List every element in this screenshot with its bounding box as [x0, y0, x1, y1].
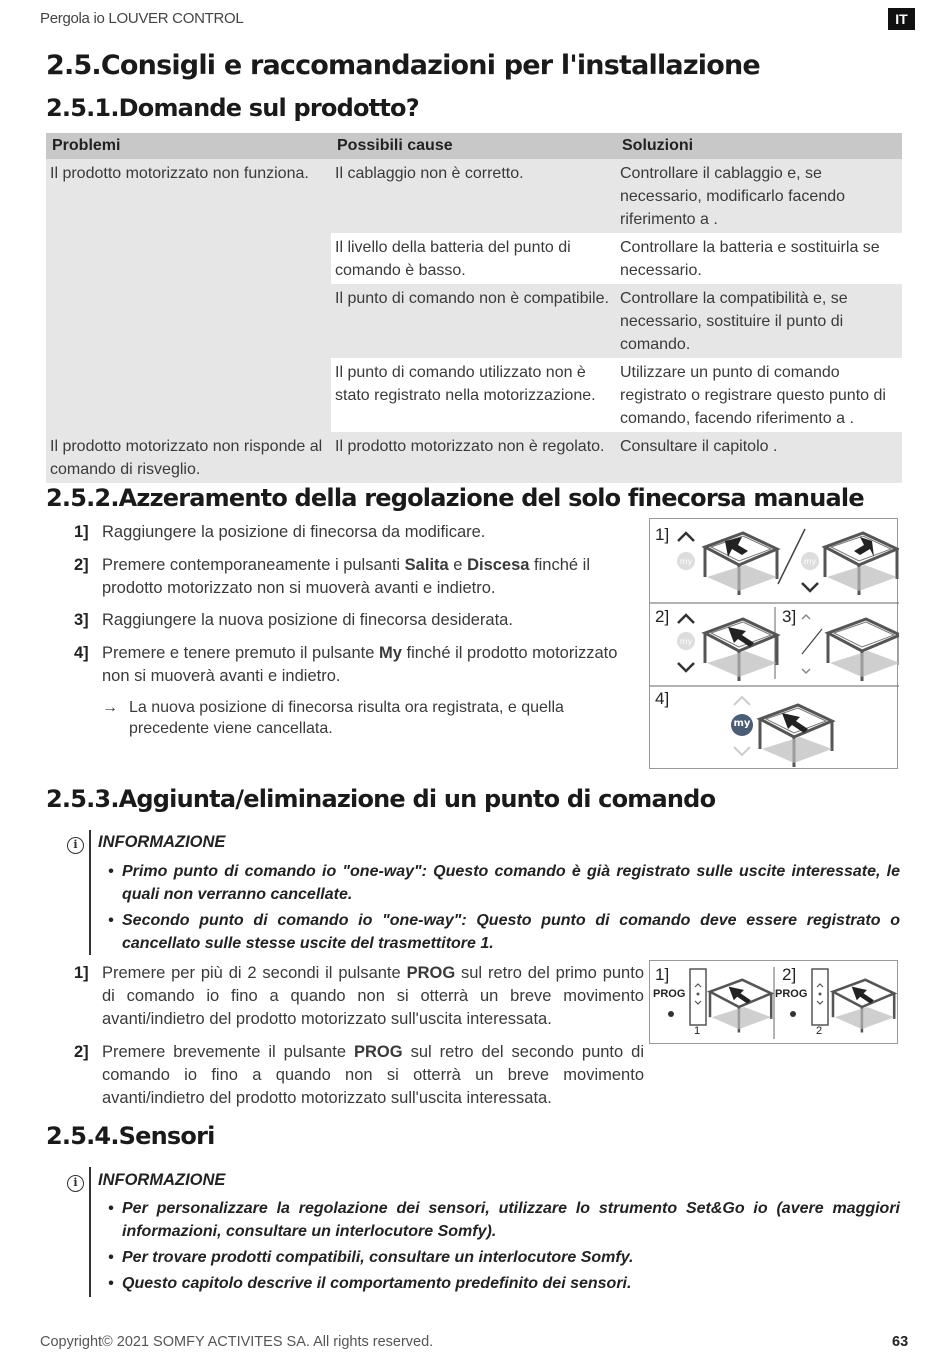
- figure-panel-1: [677, 529, 897, 595]
- info-circle-icon: i: [67, 1175, 84, 1192]
- page-number: 63: [892, 1334, 909, 1350]
- table-cell-solution: Controllare il cablaggio e, se necessario, modificarlo facendo riferimento a .: [616, 159, 902, 233]
- info-item: • Primo punto di comando io "one-way": Questo comando è già registrato sulle uscite interessate, le quali non verranno cancellate.: [108, 863, 900, 903]
- section-title-2-5-2: 2.5.2.Azzeramento della regolazione del solo finecorsa manuale: [46, 484, 864, 512]
- figure-label: 2]: [655, 607, 670, 626]
- prog-label: PROG: [775, 988, 808, 1000]
- info-title: INFORMAZIONE: [98, 833, 226, 851]
- remote-number: 2: [816, 1025, 823, 1037]
- figure-panel-3: [802, 615, 899, 681]
- limit-reset-figure: [649, 518, 898, 769]
- svg-text:my: my: [679, 557, 693, 566]
- figure-label: 4]: [655, 689, 670, 708]
- step-number: 3]: [74, 611, 89, 629]
- arrow-right-icon: →: [102, 699, 118, 716]
- button-name-down: Discesa: [467, 556, 530, 574]
- table-row: [46, 159, 902, 233]
- remote-number: 1: [694, 1025, 701, 1037]
- footer-copyright: Copyright© 2021 SOMFY ACTIVITES SA. All rights reserved.: [40, 1334, 434, 1350]
- step-text: Raggiungere la posizione di finecorsa da modificare.: [102, 523, 486, 541]
- table-cell-problem: Il prodotto motorizzato non risponde al comando di risveglio.: [46, 432, 331, 483]
- chevron-up-icon: [678, 533, 694, 541]
- my-button-icon: my: [733, 718, 751, 729]
- document-header-title: Pergola io LOUVER CONTROL: [40, 10, 244, 27]
- chevron-down-icon: [802, 583, 818, 591]
- section-title-2-5: 2.5.Consigli e raccomandazioni per l'installazione: [46, 50, 760, 81]
- step-number: 4]: [74, 644, 89, 662]
- prog-label: PROG: [653, 988, 686, 1000]
- language-badge: IT: [888, 8, 915, 30]
- step-number: 1]: [74, 964, 89, 982]
- table-cell-solution: Consultare il capitolo .: [616, 432, 902, 483]
- step-text: Premere contemporaneamente i pulsanti Salita e Discesa finché il prodotto motorizzato non si muoverà avanti e indietro.: [102, 556, 590, 597]
- info-title: INFORMAZIONE: [98, 1171, 226, 1189]
- figure-panel-4: [731, 697, 832, 767]
- step-number: 1]: [74, 523, 89, 541]
- svg-text:my: my: [803, 557, 817, 566]
- result-text: La nuova posizione di finecorsa risulta ora registrata, e quella precedente viene cancellata.: [129, 699, 564, 737]
- button-name-prog: PROG: [354, 1043, 403, 1061]
- info-box: [89, 830, 899, 955]
- table-cell-cause: Il livello della batteria del punto di comando è basso.: [331, 233, 616, 284]
- button-name-my: My: [378, 644, 402, 662]
- table-row: [46, 432, 902, 483]
- column-header-causes: Possibili cause: [331, 133, 616, 159]
- button-name-prog: PROG: [406, 964, 456, 982]
- info-circle-icon: i: [67, 837, 84, 854]
- column-header-solutions: Soluzioni: [616, 133, 902, 159]
- table-cell-problem: Il prodotto motorizzato non funziona.: [46, 159, 331, 432]
- figure-label: 1]: [655, 965, 670, 984]
- section-title-2-5-4: 2.5.4.Sensori: [46, 1122, 215, 1150]
- step-text: Premere per più di 2 secondi il pulsante PROG sul retro del primo punto di comando io fino a quando non si otterrà un breve movimento avanti/indietro del prodotto motorizzato sull'uscita interessata.: [102, 964, 644, 1028]
- section-title-2-5-1: 2.5.1.Domande sul prodotto?: [46, 94, 419, 122]
- table-header-row: [46, 133, 902, 159]
- section-title-2-5-3: 2.5.3.Aggiunta/eliminazione di un punto di comando: [46, 785, 716, 813]
- prog-figure: [649, 960, 898, 1044]
- figure-label: 2]: [782, 965, 797, 984]
- step-number: 2]: [74, 1043, 89, 1061]
- step-text: Premere brevemente il pulsante PROG sul retro del secondo punto di comando io fino a quando non si otterrà un breve movimento avanti/indietro del prodotto motorizzato sull'uscita interessata.: [102, 1043, 645, 1107]
- figure-panel-2: [677, 615, 777, 681]
- svg-text:my: my: [679, 637, 693, 646]
- figure-label: 3]: [782, 607, 797, 626]
- step-text: Raggiungere la nuova posizione di finecorsa desiderata.: [102, 611, 513, 629]
- table-cell-solution: Utilizzare un punto di comando registrato o registrare questo punto di comando, facendo riferimento a .: [616, 358, 902, 432]
- figure-label: 1]: [655, 525, 670, 544]
- info-item: • Per trovare prodotti compatibili, consultare un interlocutore Somfy.: [108, 1249, 634, 1266]
- table-cell-cause: Il punto di comando utilizzato non è stato registrato nella motorizzazione.: [331, 358, 616, 432]
- info-item: • Questo capitolo descrive il comportamento predefinito dei sensori.: [108, 1275, 632, 1292]
- button-name-up: Salita: [404, 556, 449, 574]
- info-item: • Secondo punto di comando io "one-way": Questo punto di comando deve essere registrato o cancellato sulle stesse uscite del trasmettitore 1.: [108, 912, 900, 952]
- column-header-problems: Problemi: [46, 133, 331, 159]
- table-cell-solution: Controllare la compatibilità e, se necessario, sostituire il punto di comando.: [616, 284, 902, 358]
- step-text: Premere e tenere premuto il pulsante My finché il prodotto motorizzato non si muoverà avanti e indietro.: [102, 644, 618, 685]
- table-cell-cause: Il cablaggio non è corretto.: [331, 159, 616, 233]
- info-box: [89, 1167, 899, 1297]
- table-cell-cause: Il prodotto motorizzato non è regolato.: [331, 432, 616, 483]
- info-item: • Per personalizzare la regolazione dei sensori, utilizzare lo strumento Set&Go io (avere maggiori informazioni, consultare un interlocutore Somfy).: [108, 1200, 900, 1240]
- step-number: 2]: [74, 556, 89, 574]
- troubleshooting-table: [46, 133, 902, 483]
- table-cell-solution: Controllare la batteria e sostituirla se necessario.: [616, 233, 902, 284]
- table-cell-cause: Il punto di comando non è compatibile.: [331, 284, 616, 358]
